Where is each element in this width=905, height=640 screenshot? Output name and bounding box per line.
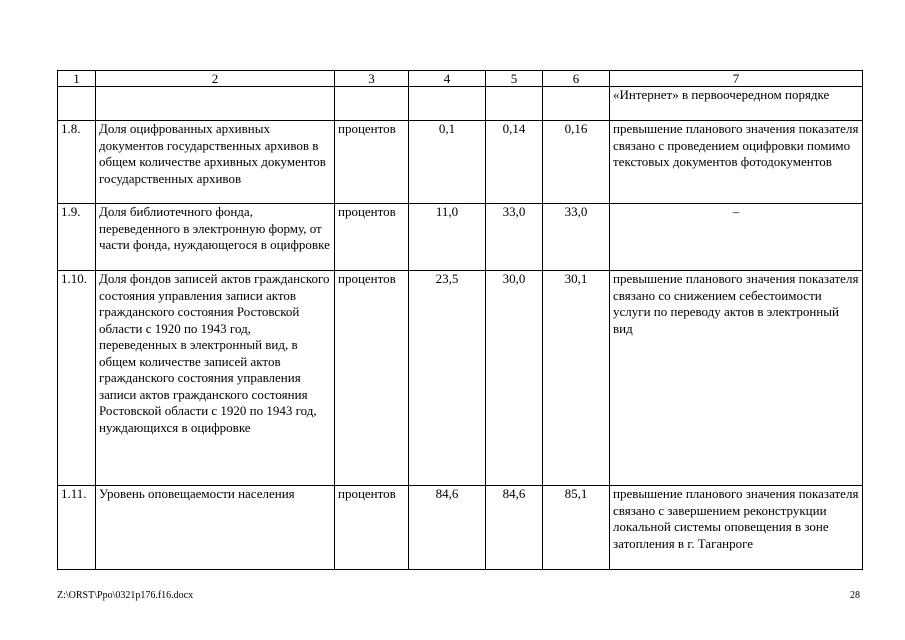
- unit: процентов: [335, 121, 409, 204]
- row-number: 1.11.: [58, 486, 96, 570]
- note: превышение планового значения показателя связано со снижением себестоимости услуги по переводу актов в электронный вид: [610, 271, 863, 486]
- header-col-7: 7: [610, 71, 863, 87]
- header-col-6: 6: [543, 71, 610, 87]
- indicator-name: Уровень оповещаемости населения: [96, 486, 335, 570]
- header-col-2: 2: [96, 71, 335, 87]
- header-col-5: 5: [486, 71, 543, 87]
- value-col-5: 0,14: [486, 121, 543, 204]
- unit: процентов: [335, 486, 409, 570]
- row-number: 1.9.: [58, 204, 96, 271]
- note: –: [610, 204, 863, 271]
- value-col-6: 0,16: [543, 121, 610, 204]
- header-col-1: 1: [58, 71, 96, 87]
- value-col-4: 11,0: [409, 204, 486, 271]
- footer-file-path: Z:\ORST\Ppo\0321p176.f16.docx: [57, 590, 194, 601]
- table-row: [58, 204, 863, 271]
- table-row: [58, 486, 863, 570]
- continuation-row: [58, 87, 863, 121]
- unit: процентов: [335, 204, 409, 271]
- row-number: 1.10.: [58, 271, 96, 486]
- value-col-4: 84,6: [409, 486, 486, 570]
- indicators-table: [57, 70, 863, 570]
- table-row: [58, 121, 863, 204]
- table-row: [58, 271, 863, 486]
- value-col-5: 30,0: [486, 271, 543, 486]
- value-col-6: 33,0: [543, 204, 610, 271]
- indicator-name: Доля фондов записей актов гражданского состояния управления записи актов гражданского состояния Ростовской области с 1920 по 1943 год, переведенных в электронный вид, в общем количестве записей актов гражданского состояния управления записи актов гражданского состояния Ростовской области с 1920 по 1943 год, нуждающихся в оцифровке: [96, 271, 335, 486]
- value-col-4: 0,1: [409, 121, 486, 204]
- indicator-name: Доля оцифрованных архивных документов государственных архивов в общем количестве архивных документов государственных архивов: [96, 121, 335, 204]
- page-number: 28: [850, 590, 860, 601]
- value-col-6: 30,1: [543, 271, 610, 486]
- continuation-note: «Интернет» в первоочередном порядке: [610, 87, 863, 121]
- note: превышение планового значения показателя связано с завершением реконструкции локальной системы оповещения в зоне затопления в г. Таганроге: [610, 486, 863, 570]
- header-col-4: 4: [409, 71, 486, 87]
- note: превышение планового значения показателя связано с проведением оцифровки помимо текстовых документов фотодокументов: [610, 121, 863, 204]
- value-col-5: 33,0: [486, 204, 543, 271]
- value-col-5: 84,6: [486, 486, 543, 570]
- value-col-6: 85,1: [543, 486, 610, 570]
- header-row: [58, 71, 863, 87]
- unit: процентов: [335, 271, 409, 486]
- row-number: 1.8.: [58, 121, 96, 204]
- header-col-3: 3: [335, 71, 409, 87]
- value-col-4: 23,5: [409, 271, 486, 486]
- indicator-name: Доля библиотечного фонда, переведенного в электронную форму, от части фонда, нуждающегося в оцифровке: [96, 204, 335, 271]
